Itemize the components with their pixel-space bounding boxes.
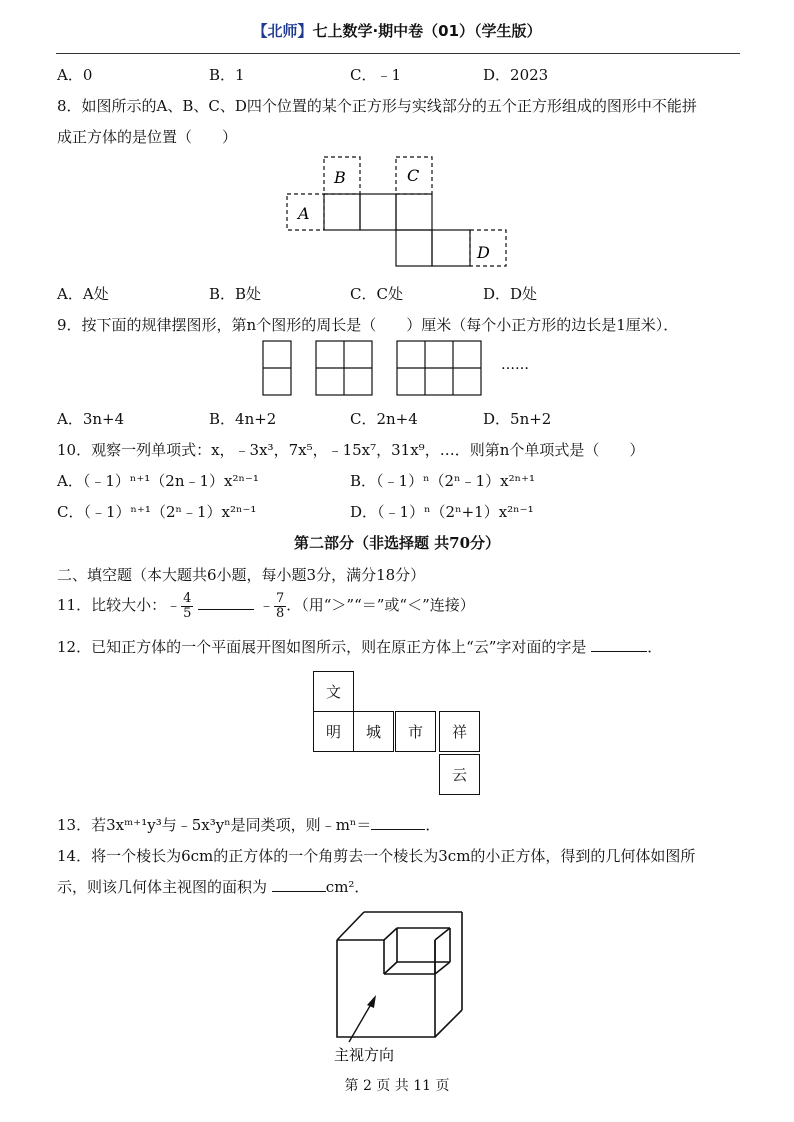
q12-cell-xiang: 祥 [439, 711, 480, 752]
q12-cell-wen: 文 [313, 671, 354, 712]
q14-line2-prefix: 示，则该几何体主视图的面积为 [57, 878, 268, 896]
q12-cell-shi: 市 [395, 711, 436, 752]
q11-fraction-2 [274, 592, 286, 621]
page-header [0, 20, 794, 41]
q10-option-d: D．（﹣1）ⁿ（2ⁿ+1）x²ⁿ⁻¹ [350, 503, 534, 521]
q14-stem-line1: 14．将一个棱长为6cm的正方体的一个角剪去一个棱长为3cm的小正方体，得到的几何体如图所 [57, 847, 696, 865]
q14-solid-figure [322, 902, 482, 1072]
q13-end: ． [425, 816, 441, 834]
header-rule [56, 53, 740, 54]
q8-label-c: C [407, 166, 420, 185]
q8-option-d: D．D处 [483, 285, 538, 303]
q12-answer-blank[interactable] [591, 637, 647, 652]
q10-stem: 10．观察一列单项式：x，﹣3x³，7x⁵，﹣15x⁷，31x⁹，…．则第n个单项式是（ ） [57, 441, 645, 459]
q12-stem: 12．已知正方体的一个平面展开图如图所示，则在原正方体上“云”字对面的字是 [57, 638, 587, 656]
q11-mid: ﹣ [258, 596, 274, 614]
q14-caption: 主视方向 [334, 1046, 395, 1064]
q8-option-b: B．B处 [209, 285, 262, 303]
q13-stem: 13．若3xᵐ⁺¹y³与﹣5x³yⁿ是同类项，则﹣mⁿ＝ [57, 816, 372, 834]
q11-frac1-num: 4 [183, 590, 192, 606]
q8-stem-line1: 8．如图所示的A、B、C、D四个位置的某个正方形与实线部分的五个正方形组成的图形中不能拼 [57, 97, 697, 115]
q12-cell-ming: 明 [313, 711, 354, 752]
q12-stem-line [57, 636, 662, 657]
q9-option-d: D．5n+2 [483, 410, 552, 428]
header-bracket: 【北师】 [252, 22, 313, 40]
q8-stem-line2: 成正方体的是位置（ ） [57, 128, 238, 146]
q9-stem: 9．按下面的规律摆图形，第n个图形的周长是（ ）厘米（每个小正方形的边长是1厘米）． [57, 316, 679, 334]
q7-option-c: C．﹣1 [350, 66, 402, 84]
q11-fraction-1 [181, 592, 193, 621]
q14-line2-suffix: cm²． [325, 878, 370, 896]
q13-stem-line [57, 814, 440, 835]
q9-option-a: A．3n+4 [57, 410, 125, 428]
page-footer: 第 2 页 共 11 页 [344, 1078, 450, 1094]
q11-answer-blank[interactable] [198, 595, 254, 610]
q9-option-b: B．4n+2 [209, 410, 277, 428]
q11-stem [57, 590, 475, 621]
q11-frac2-num: 7 [275, 590, 285, 606]
q9-pattern-figure [258, 336, 538, 400]
q12-cell-cheng: 城 [353, 711, 394, 752]
q8-label-d: D [477, 243, 490, 262]
q12-end: ． [647, 638, 663, 656]
q10-option-c: C．（﹣1）ⁿ⁺¹（2ⁿ﹣1）x²ⁿ⁻¹ [57, 503, 257, 521]
header-title: 七上数学·期中卷（01）（学生版） [312, 22, 542, 40]
q14-answer-blank[interactable] [272, 877, 326, 892]
section2-title: 二、填空题（本大题共6小题，每小题3分，满分18分） [57, 566, 426, 584]
q11-frac2-den: 8 [275, 605, 285, 621]
q8-label-b: B [334, 168, 346, 187]
q7-option-a: A．0 [57, 66, 93, 84]
q10-option-b: B．（﹣1）ⁿ（2ⁿ﹣1）x²ⁿ⁺¹ [350, 472, 536, 490]
q13-answer-blank[interactable] [371, 815, 425, 830]
q9-option-c: C．2n+4 [350, 410, 418, 428]
q12-cell-yun: 云 [439, 754, 480, 795]
q8-option-c: C．C处 [350, 285, 403, 303]
q11-prefix: 11．比较大小：﹣ [57, 596, 182, 614]
q7-option-b: B．1 [209, 66, 245, 84]
q8-option-a: A．A处 [57, 285, 109, 303]
q11-suffix: ．（用“＞”“＝”或“＜”连接） [286, 596, 475, 614]
part2-title: 第二部分（非选择题 共70分） [293, 534, 501, 552]
q14-stem-line2 [57, 876, 369, 897]
q8-label-a: A [298, 204, 310, 223]
q9-ellipsis: …… [501, 357, 529, 373]
q7-option-d: D．2023 [483, 66, 549, 84]
q8-net-figure [282, 152, 512, 272]
q10-option-a: A．（﹣1）ⁿ⁺¹（2n﹣1）x²ⁿ⁻¹ [57, 472, 259, 490]
q11-frac1-den: 5 [183, 605, 192, 621]
